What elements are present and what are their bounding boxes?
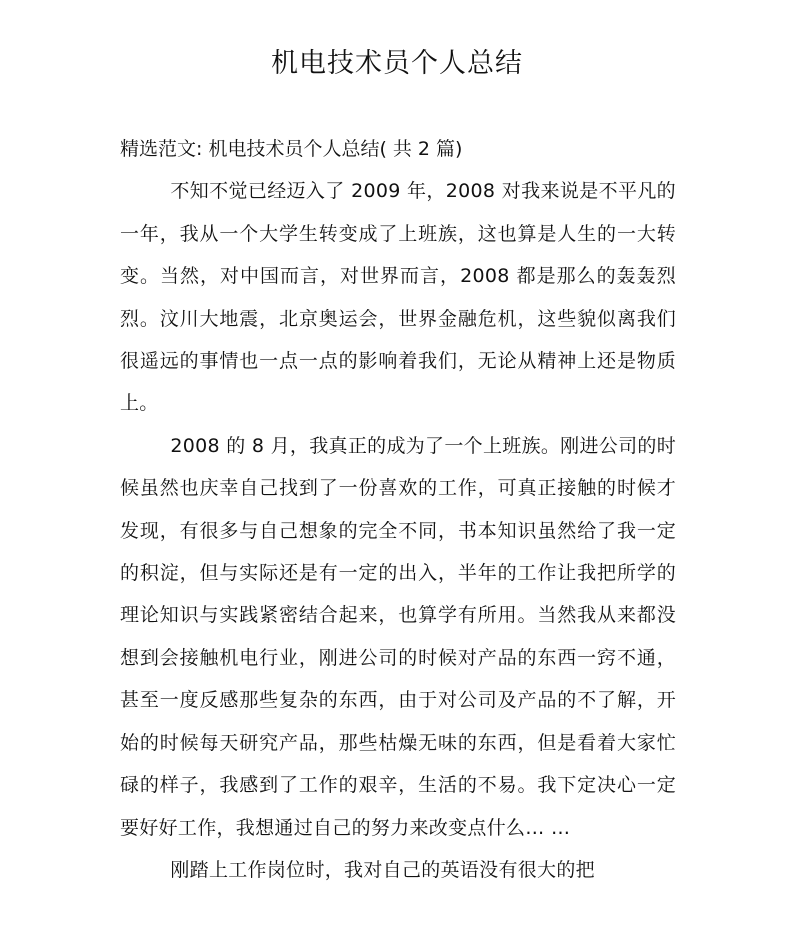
paragraph-1: 不知不觉已经迈入了 2009 年，2008 对我来说是不平凡的一年，我从一个大学生转变成了上班族，这也算是人生的一大转变。当然，对中国而言，对世界而言，2008 都是那么的轰轰烈烈。汶川大地震，北京奥运会，世界金融危机，这些貌似离我们很遥远的事情也一点一点的影响着我们，无论从精神上还是物质上。 — [120, 180, 676, 415]
document-subtitle: 精选范文: 机电技术员个人总结( 共 2 篇) — [120, 138, 463, 160]
paragraph-2: 2008 的 8 月，我真正的成为了一个上班族。刚进公司的时候虽然也庆幸自己找到了一份喜欢的工作，可真正接触的时候才发现，有很多与自己想象的完全不同，书本知识虽然给了我一定的积淀，但与实际还是有一定的出入，半年的工作让我把所学的理论知识与实践紧密结合起来，也算学有所用。当然我从来都没想到会接触机电行业，刚进公司的时候对产品的东西一窍不通，甚至一度反感那些复杂的东西，由于对公司及产品的不了解，开始的时候每天研究产品，那些枯燥无味的东西，但是看着大家忙碌的样子，我感到了工作的艰辛，生活的不易。我下定决心一定要好好工作，我想通过自己的努力来改变点什么… … — [120, 434, 676, 839]
document-body — [120, 128, 676, 891]
document-title: 机电技术员个人总结 — [271, 48, 523, 79]
paragraph-3: 刚踏上工作岗位时，我对自己的英语没有很大的把 — [170, 858, 595, 881]
